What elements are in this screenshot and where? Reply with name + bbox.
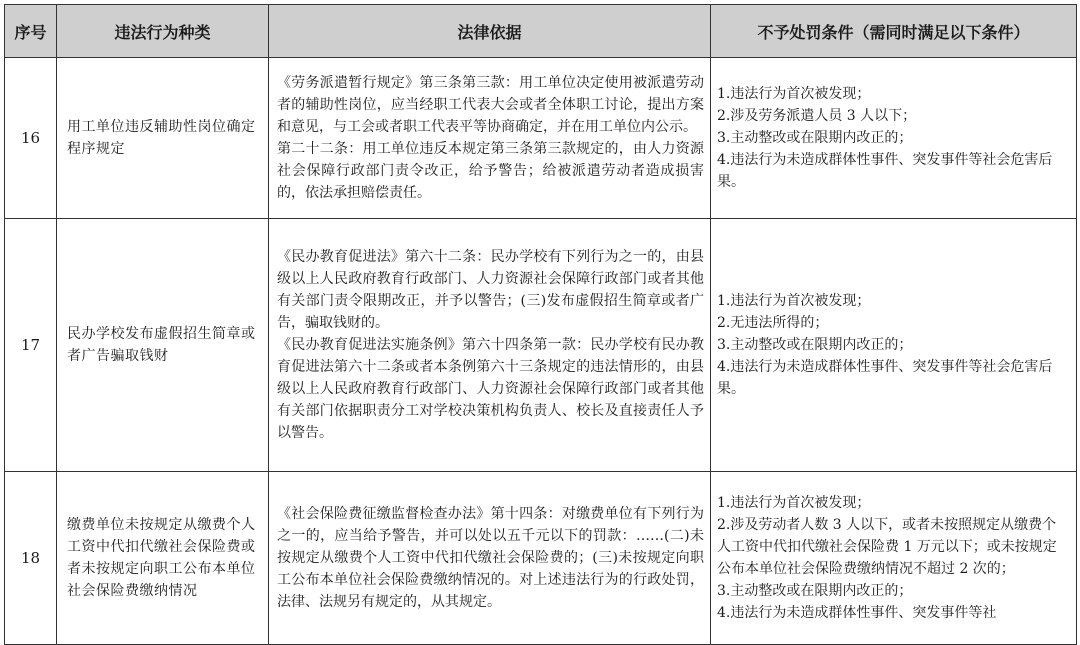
condition-item: 1.违法行为首次被发现； <box>717 86 871 102</box>
legal-basis-paragraph: 《民办教育促进法》第六十二条：民办学校有下列行为之一的，由县级以上人民政府教育行政部门、人力资源社会保障行政部门或者其他有关部门责令限期改正，并予以警告；(三)发布虚假招生简章或者广告，骗取钱财的。 <box>277 249 704 331</box>
exemption-conditions <box>711 472 1077 645</box>
condition-item: 2.无违法所得的； <box>717 315 829 331</box>
exemption-conditions <box>711 219 1077 472</box>
condition-item: 4.违法行为未造成群体性事件、突发事件等社会危害后果。 <box>717 359 1053 397</box>
legal-basis-paragraph: 《社会保险费征缴监督检查办法》第十四条：对缴费单位有下列行为之一的，应当给予警告，并可以处以五千元以下的罚款：……(二)未按规定从缴费个人工资中代扣代缴社会保险费的；(三)未按规定向职工公布本单位社会保险费缴纳情况的。对上述违法行为的行政处罚，法律、法规另有规定的，从其规定。 <box>277 506 704 610</box>
condition-item: 4.违法行为未造成群体性事件、突发事件等社 <box>717 605 997 621</box>
table-row <box>5 472 1077 645</box>
violation-kind: 民办学校发布虚假招生简章或者广告骗取钱财 <box>57 219 269 472</box>
condition-item: 3.主动整改或在限期内改正的； <box>717 583 913 599</box>
condition-item: 3.主动整改或在限期内改正的； <box>717 337 913 353</box>
condition-item: 1.违法行为首次被发现； <box>717 293 871 309</box>
header-kind: 违法行为种类 <box>57 5 269 58</box>
legal-basis <box>269 219 711 472</box>
condition-item: 3.主动整改或在限期内改正的； <box>717 130 913 146</box>
penalty-exemption-table <box>4 4 1077 645</box>
table-row <box>5 219 1077 472</box>
legal-basis-paragraph: 第二十二条：用工单位违反本规定第三条第三款规定的，由人力资源社会保障行政部门责令改正，给予警告；给被派遣劳动者造成损害的，依法承担赔偿责任。 <box>277 141 704 201</box>
legal-basis-paragraph: 《劳务派遣暂行规定》第三条第三款：用工单位决定使用被派遣劳动者的辅助性岗位，应当经职工代表大会或者全体职工讨论，提出方案和意见，与工会或者职工代表平等协商确定，并在用工单位内公示。 <box>277 75 704 135</box>
violation-kind: 缴费单位未按规定从缴费个人工资中代扣代缴社会保险费或者未按规定向职工公布本单位社会保险费缴纳情况 <box>57 472 269 645</box>
condition-item: 1.违法行为首次被发现； <box>717 495 871 511</box>
header-conditions: 不予处罚条件（需同时满足以下条件） <box>711 5 1077 58</box>
header-no: 序号 <box>5 5 57 58</box>
table-header-row <box>5 5 1077 58</box>
row-number: 17 <box>5 219 57 472</box>
exemption-conditions <box>711 58 1077 219</box>
violation-kind: 用工单位违反辅助性岗位确定程序规定 <box>57 58 269 219</box>
condition-item: 2.涉及劳务派遣人员 3 人以下； <box>717 108 917 124</box>
row-number: 16 <box>5 58 57 219</box>
header-basis: 法律依据 <box>269 5 711 58</box>
condition-item: 4.违法行为未造成群体性事件、突发事件等社会危害后果。 <box>717 152 1053 190</box>
condition-item: 2.涉及劳动者人数 3 人以下，或者未按照规定从缴费个人工资中代扣代缴社会保险费 1 万元以下；或未按规定公布本单位社会保险费缴纳情况不超过 2 次的； <box>717 517 1057 577</box>
table-row <box>5 58 1077 219</box>
legal-basis <box>269 58 711 219</box>
legal-basis <box>269 472 711 645</box>
legal-basis-paragraph: 《民办教育促进法实施条例》第六十四条第一款：民办学校有民办教育促进法第六十二条或者本条例第六十三条规定的违法情形的，由县级以上人民政府教育行政部门、人力资源社会保障行政部门或者其他有关部门依据职责分工对学校决策机构负责人、校长及直接责任人予以警告。 <box>277 337 704 441</box>
row-number: 18 <box>5 472 57 645</box>
